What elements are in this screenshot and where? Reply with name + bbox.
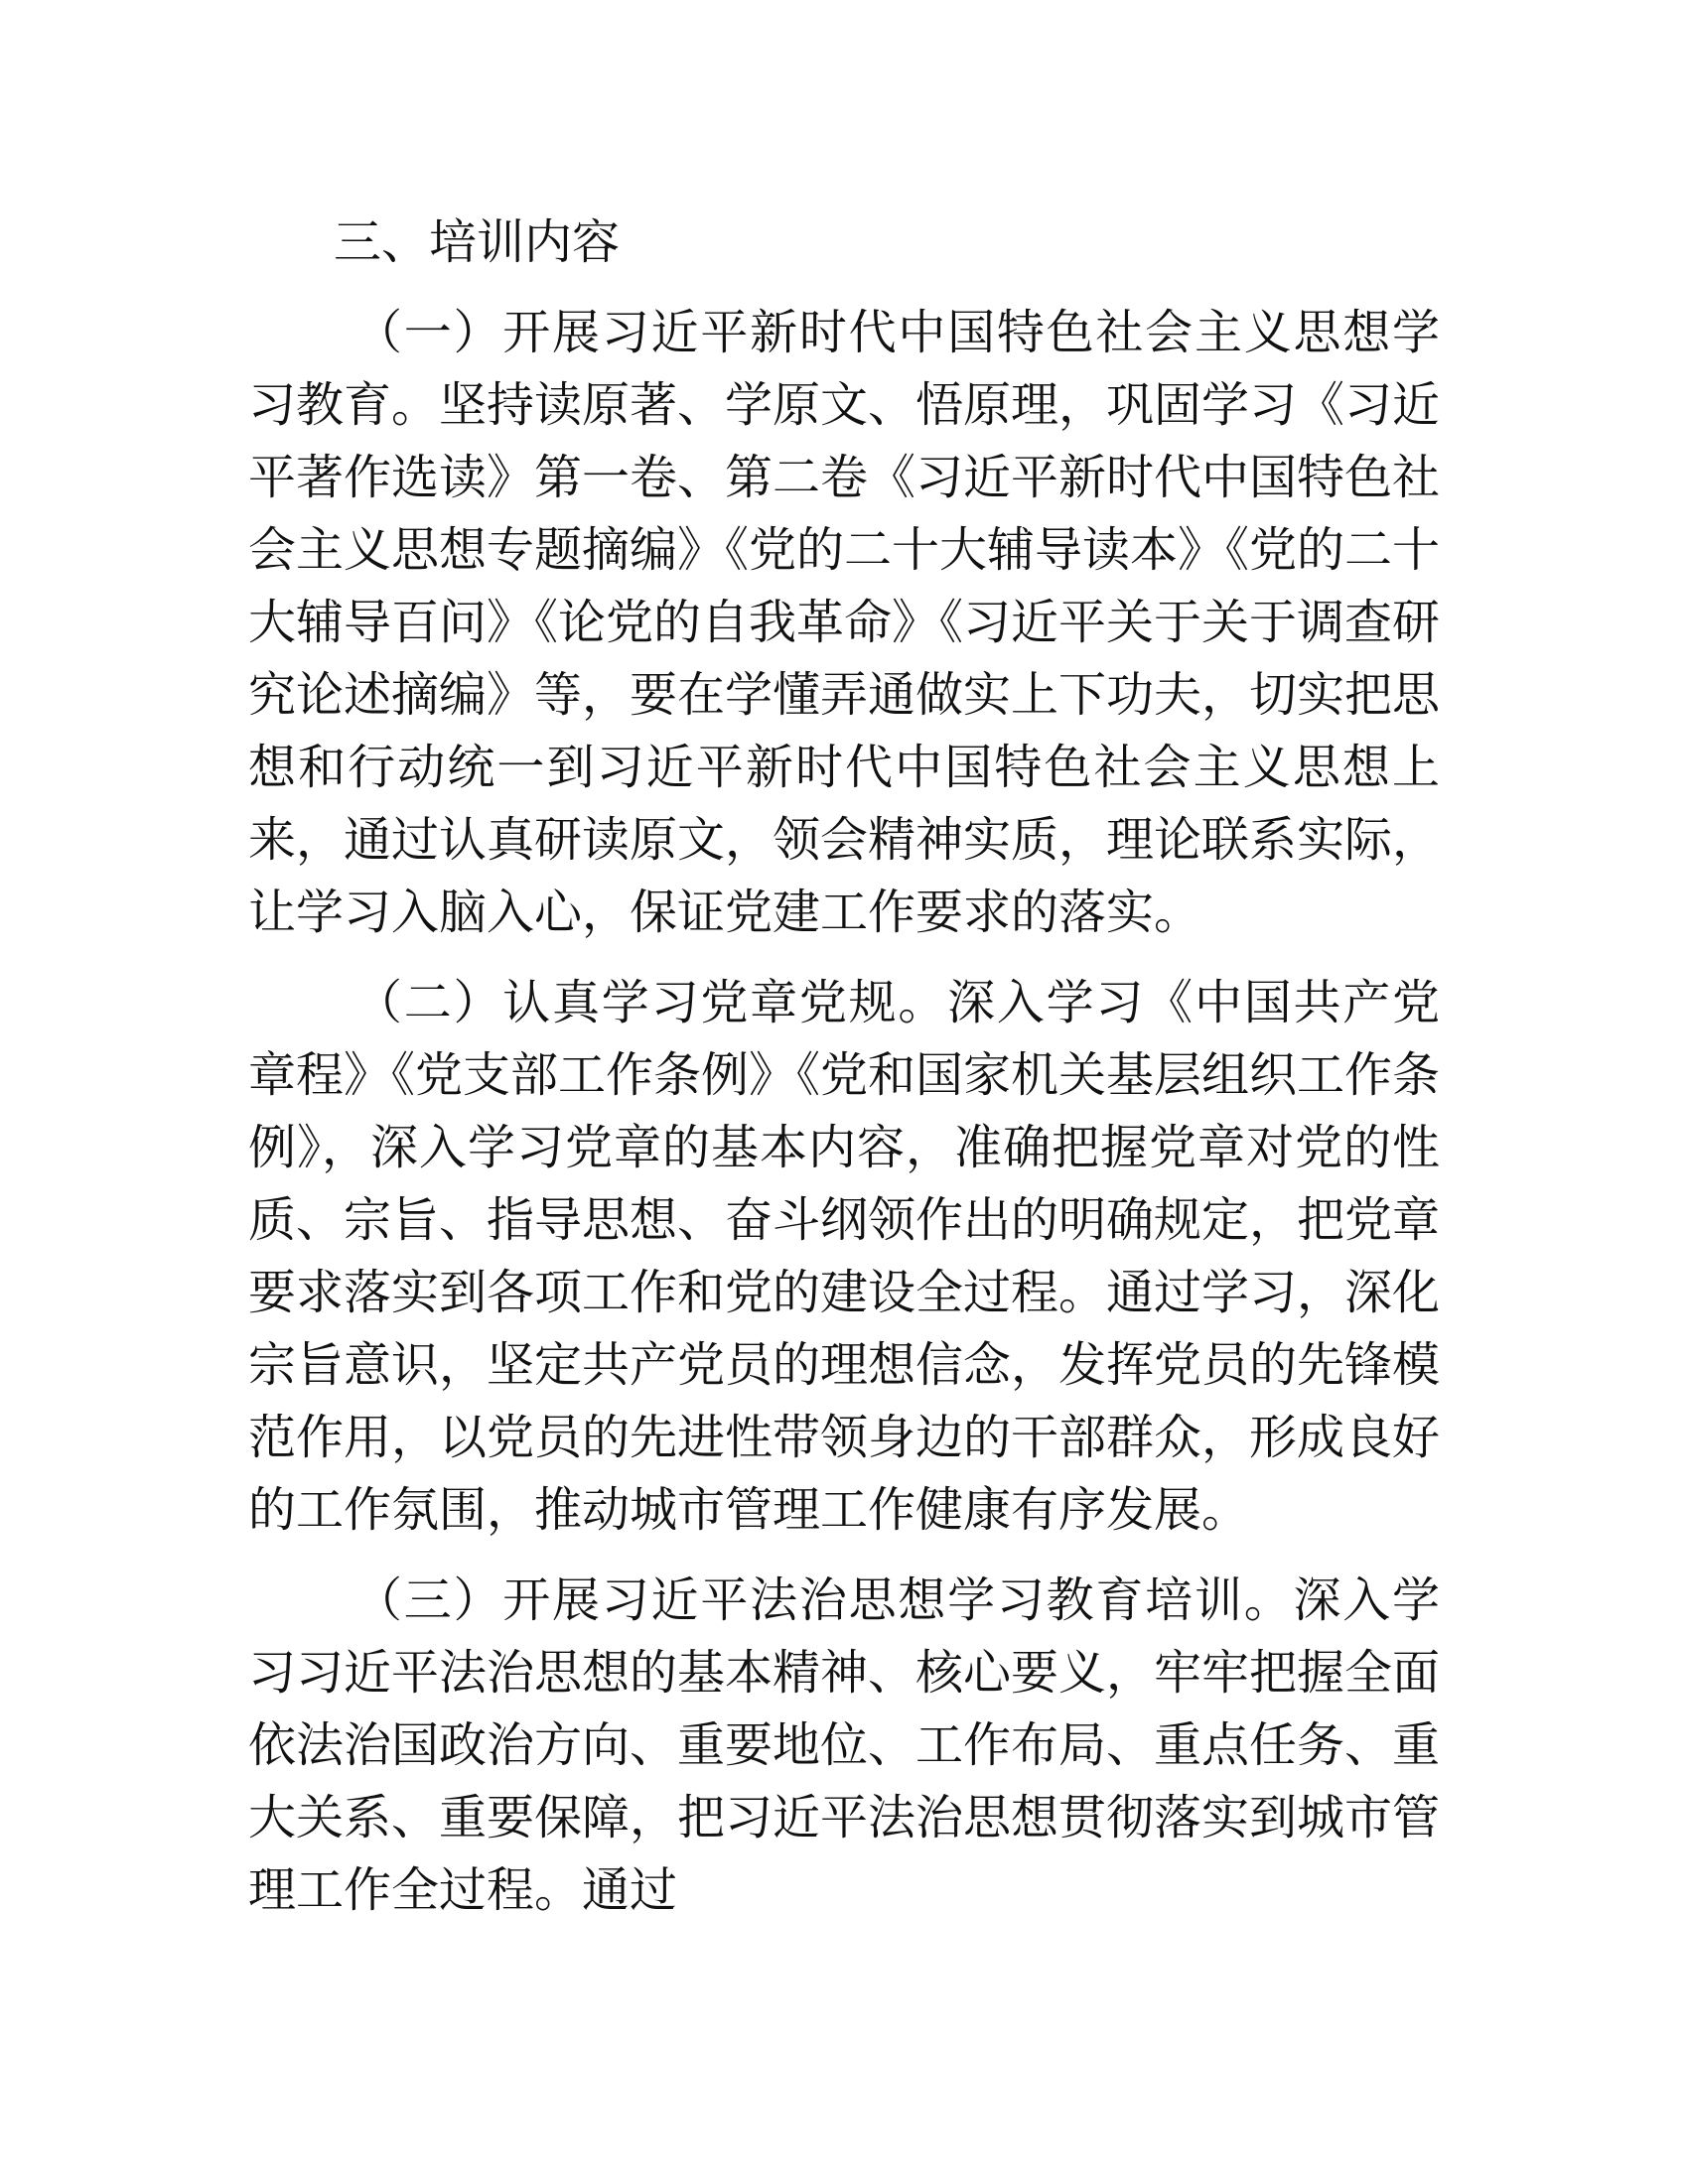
paragraph-3: （三）开展习近平法治思想学习教育培训。深入学习习近平法治思想的基本精神、核心要义，牢牢把握全面依法治国政治方向、重要地位、工作布局、重点任务、重大关系、重要保障，把习近平法治思想贯彻落实到城市管理工作全过程。通过: [248, 1572, 1441, 1918]
paragraph-2: （二）认真学习党章党规。深入学习《中国共产党章程》《党支部工作条例》《党和国家机关基层组织工作条例》，深入学习党章的基本内容，准确把握党章对党的性质、宗旨、指导思想、奋斗纲领作出的明确规定，把党章要求落实到各项工作和党的建设全过程。通过学习，深化宗旨意识，坚定共产党员的理想信念，发挥党员的先锋模范作用，以党员的先进性带领身边的干部群众，形成良好的工作氛围，推动城市管理工作健康有序发展。: [248, 975, 1441, 1538]
document-body: [248, 206, 1440, 1927]
spacer: [248, 279, 1440, 297]
spacer: [248, 1547, 1440, 1565]
section-heading: 三、培训内容: [334, 214, 621, 270]
spacer: [248, 949, 1440, 967]
paragraph-1: （一）开展习近平新时代中国特色社会主义思想学习教育。坚持读原著、学原文、悟原理，巩固学习《习近平著作选读》第一卷、第二卷《习近平新时代中国特色社会主义思想专题摘编》《党的二十大辅导读本》《党的二十大辅导百问》《论党的自我革命》《习近平关于关于调查研究论述摘编》等，要在学懂弄通做实上下功夫，切实把思想和行动统一到习近平新时代中国特色社会主义思想上来，通过认真研读原文，领会精神实质，理论联系实际，让学习入脑入心，保证党建工作要求的落实。: [248, 305, 1441, 940]
